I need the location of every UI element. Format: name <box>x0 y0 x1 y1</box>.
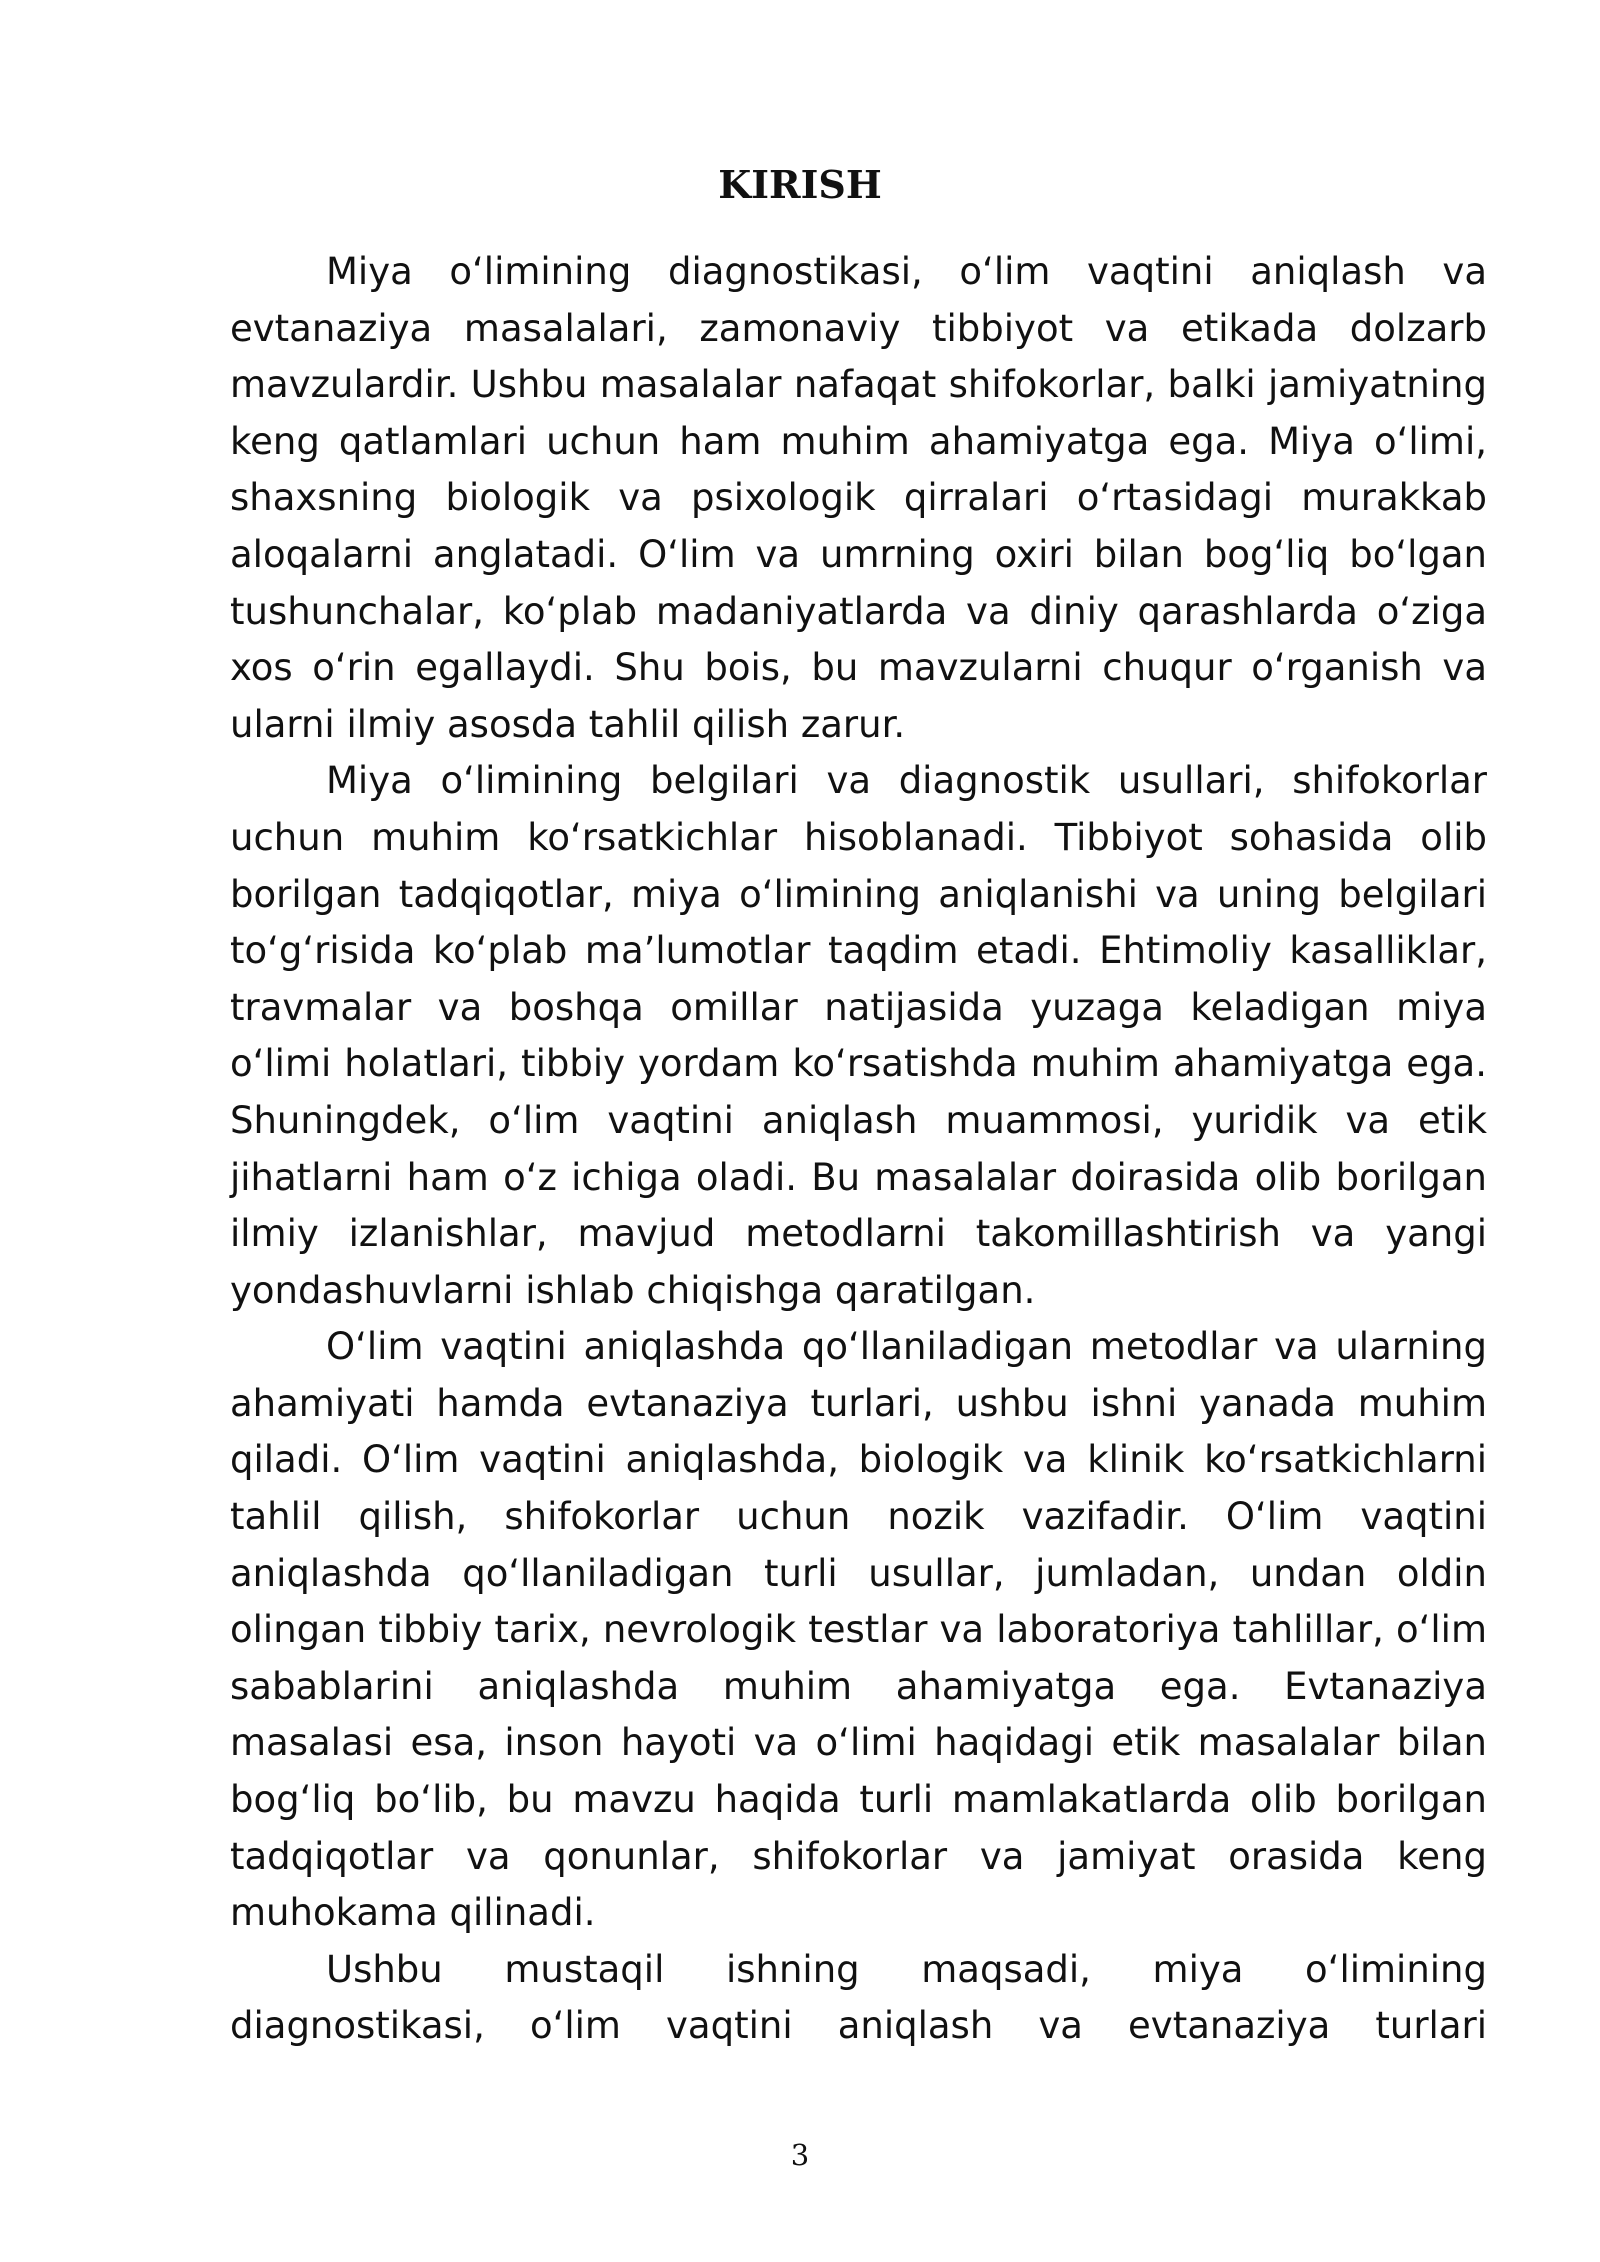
body-text <box>230 244 1487 2055</box>
paragraph-2: Miya oʻlimining belgilari va diagnostik usullari, shifokorlar uchun muhim koʻrsatkichlar hisoblanadi. Tibbiyot sohasida olib borilgan tadqiqotlar, miya oʻlimining aniqlanishi va uning belgilari toʻgʻrisida koʻplab maʼlumotlar taqdim etadi. Ehtimoliy kasalliklar, travmalar va boshqa omillar natijasida yuzaga keladigan miya oʻlimi holatlari, tibbiy yordam koʻrsatishda muhim ahamiyatga ega. Shuningdek, oʻlim vaqtini aniqlash muammosi, yuridik va etik jihatlarni ham oʻz ichiga oladi. Bu masalalar doirasida olib borilgan ilmiy izlanishlar, mavjud metodlarni takomillashtirish va yangi yondashuvlarni ishlab chiqishga qaratilgan. <box>230 759 1487 1312</box>
section-title: KIRISH <box>718 162 882 207</box>
paragraph-1: Miya oʻlimining diagnostikasi, oʻlim vaqtini aniqlash va evtanaziya masalalari, zamonaviy tibbiyot va etikada dolzarb mavzulardir. Ushbu masalalar nafaqat shifokorlar, balki jamiyatning keng qatlamlari uchun ham muhim ahamiyatga ega. Miya oʻlimi, shaxsning biologik va psixologik qirralari oʻrtasidagi murakkab aloqalarni anglatadi. Oʻlim va umrning oxiri bilan bogʻliq boʻlgan tushunchalar, koʻplab madaniyatlarda va diniy qarashlarda oʻziga xos oʻrin egallaydi. Shu bois, bu mavzularni chuqur oʻrganish va ularni ilmiy asosda tahlil qilish zarur. <box>230 250 1487 746</box>
paragraph-3: Oʻlim vaqtini aniqlashda qoʻllaniladigan metodlar va ularning ahamiyati hamda evtanaziya turlari, ushbu ishni yanada muhim qiladi. Oʻlim vaqtini aniqlashda, biologik va klinik koʻrsatkichlarni tahlil qilish, shifokorlar uchun nozik vazifadir. Oʻlim vaqtini aniqlashda qoʻllaniladigan turli usullar, jumladan, undan oldin olingan tibbiy tarix, nevrologik testlar va laboratoriya tahlillar, oʻlim sabablarini aniqlashda muhim ahamiyatga ega. Evtanaziya masalasi esa, inson hayoti va oʻlimi haqidagi etik masalalar bilan bogʻliq boʻlib, bu mavzu haqida turli mamlakatlarda olib borilgan tadqiqotlar va qonunlar, shifokorlar va jamiyat orasida keng muhokama qilinadi. <box>230 1325 1487 1935</box>
paragraph-4: Ushbu mustaqil ishning maqsadi, miya oʻlimining diagnostikasi, oʻlim vaqtini aniqlash va evtanaziya turlari <box>230 1947 1487 2048</box>
page-number: 3 <box>790 2138 810 2172</box>
